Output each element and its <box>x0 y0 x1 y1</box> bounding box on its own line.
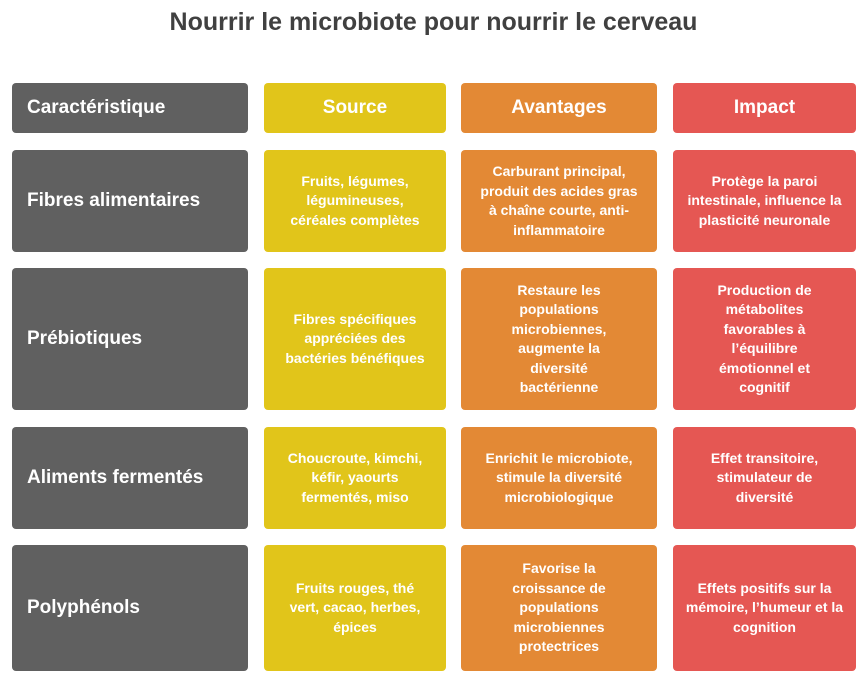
header-avantages <box>461 83 657 133</box>
row-label-text: Fibres alimentaires <box>27 190 201 211</box>
cell-source-text: Fibres spécifiques appréciées des bactéries bénéfiques <box>285 310 425 366</box>
cell-avantages-fibres <box>461 150 657 252</box>
row-label-text: Polyphénols <box>27 597 140 618</box>
cell-impact-text: Effets positifs sur la mémoire, l’humeur et la cognition <box>685 579 844 635</box>
page-title: Nourrir le microbiote pour nourrir le cerveau <box>169 8 698 36</box>
cell-avantages-text: Carburant principal, produit des acides gras à chaîne courte, anti-inflammatoire <box>480 163 638 238</box>
cell-source-text: Choucroute, kimchi, kéfir, yaourts fermentés, miso <box>287 449 423 505</box>
cell-source-fermentes <box>264 427 446 529</box>
cell-source-polyphenols <box>264 545 446 671</box>
header-caracteristique-label: Caractéristique <box>27 97 166 118</box>
header-source <box>264 83 446 133</box>
row-label-fibres <box>12 150 248 252</box>
cell-avantages-fermentes <box>461 427 657 529</box>
row-label-fermentes <box>12 427 248 529</box>
cell-source-prebiotiques <box>264 268 446 410</box>
header-impact-label: Impact <box>733 97 796 118</box>
cell-impact-polyphenols <box>673 545 856 671</box>
cell-impact-prebiotiques <box>673 268 856 410</box>
cell-source-fibres <box>264 150 446 252</box>
cell-avantages-text: Restaure les populations microbiennes, augmente la diversité bactérienne <box>511 281 607 395</box>
row-label-prebiotiques <box>12 268 248 410</box>
header-source-label: Source <box>322 97 388 118</box>
header-impact <box>673 83 856 133</box>
cell-avantages-polyphenols <box>461 545 657 671</box>
cell-impact-text: Protège la paroi intestinale, influence la plasticité neuronale <box>687 172 842 228</box>
header-avantages-label: Avantages <box>511 97 607 118</box>
cell-impact-text: Production de métabolites favorables à l’équilibre émotionnel et cognitif <box>717 281 812 395</box>
row-label-text: Prébiotiques <box>27 328 143 349</box>
cell-avantages-prebiotiques <box>461 268 657 410</box>
cell-impact-fermentes <box>673 427 856 529</box>
cell-source-text: Fruits rouges, thé vert, cacao, herbes, épices <box>289 579 421 635</box>
cell-source-text: Fruits, légumes, légumineuses, céréales complètes <box>290 172 420 228</box>
cell-avantages-text: Favorise la croissance de populations microbiennes protectrices <box>512 560 606 655</box>
cell-avantages-text: Enrichit le microbiote, stimule la diversité microbiologique <box>485 449 633 505</box>
header-caracteristique <box>12 83 248 133</box>
row-label-text: Aliments fermentés <box>27 467 204 488</box>
cell-impact-fibres <box>673 150 856 252</box>
cell-impact-text: Effet transitoire, stimulateur de diversité <box>710 449 819 505</box>
row-label-polyphenols <box>12 545 248 671</box>
